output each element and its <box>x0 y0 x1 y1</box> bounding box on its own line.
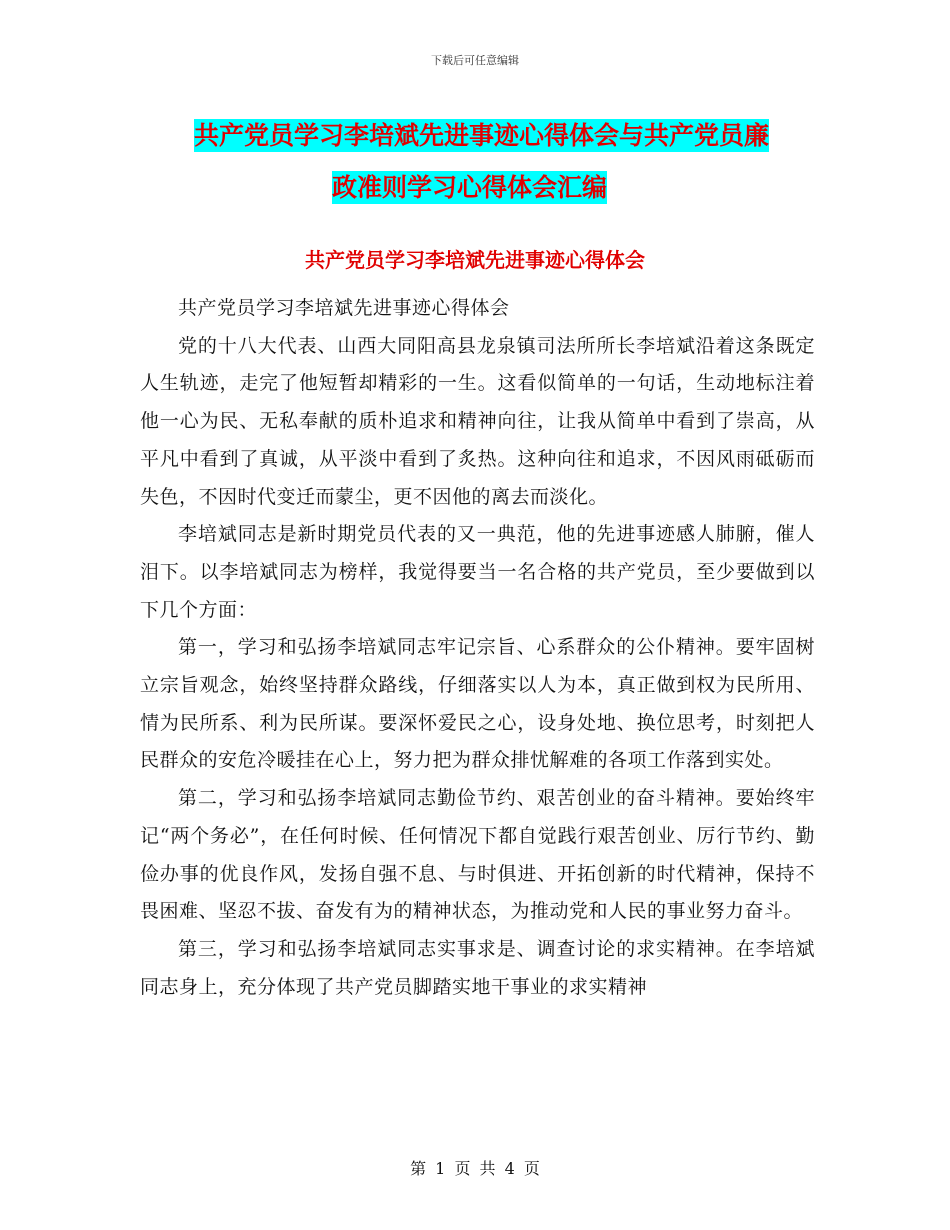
paragraph: 第三，学习和弘扬李培斌同志实事求是、调查讨论的求实精神。在李培斌同志身上，充分体现了共产党员脚踏实地干事业的求实精神 <box>140 937 815 998</box>
paragraph: 第一，学习和弘扬李培斌同志牢记宗旨、心系群众的公仆精神。要牢固树立宗旨观念，始终坚持群众路线，仔细落实以人为本，真正做到权为民所用、情为民所系、利为民所谋。要深怀爱民之心，设身处地、换位思考，时刻把人民群众的安危冷暖挂在心上，努力把为群众排忧解难的各项工作落到实处。 <box>140 636 815 772</box>
title-line-2: 政准则学习心得体会汇编 <box>332 173 608 202</box>
title-line-1: 共产党员学习李培斌先进事迹心得体会与共产党员廉 <box>194 121 770 150</box>
paragraph: 共产党员学习李培斌先进事迹心得体会 <box>178 297 510 319</box>
paragraph: 李培斌同志是新时期党员代表的又一典范，他的先进事迹感人肺腑，催人泪下。以李培斌同志为榜样，我觉得要当一名合格的共产党员，至少要做到以下几个方面： <box>140 523 815 621</box>
paragraph: 党的十八大代表、山西大同阳高县龙泉镇司法所所长李培斌沿着这条既定人生轨迹，走完了他短暂却精彩的一生。这看似简单的一句话，生动地标注着他一心为民、无私奉献的质朴追求和精神向往，让我从简单中看到了崇高，从平凡中看到了真诚，从平淡中看到了炙热。这种向往和追求，不因风雨砥砺而失色，不因时代变迁而蒙尘，更不因他的离去而淡化。 <box>140 334 815 508</box>
paragraph: 第二，学习和弘扬李培斌同志勤俭节约、艰苦创业的奋斗精神。要始终牢记“两个务必”，在任何时候、任何情况下都自觉践行艰苦创业、厉行节约、勤俭办事的优良作风，发扬自强不息、与时俱进、开拓创新的时代精神，保持不畏困难、坚忍不拔、奋发有为的精神状态，为推动党和人民的事业努力奋斗。 <box>140 787 815 923</box>
section-title: 共产党员学习李培斌先进事迹心得体会 <box>305 248 645 272</box>
document-body <box>140 290 815 1006</box>
page-footer: 第 1 页 共 4 页 <box>410 1159 540 1178</box>
document-title <box>140 108 810 216</box>
header-note: 下载后可任意编辑 <box>431 54 519 67</box>
